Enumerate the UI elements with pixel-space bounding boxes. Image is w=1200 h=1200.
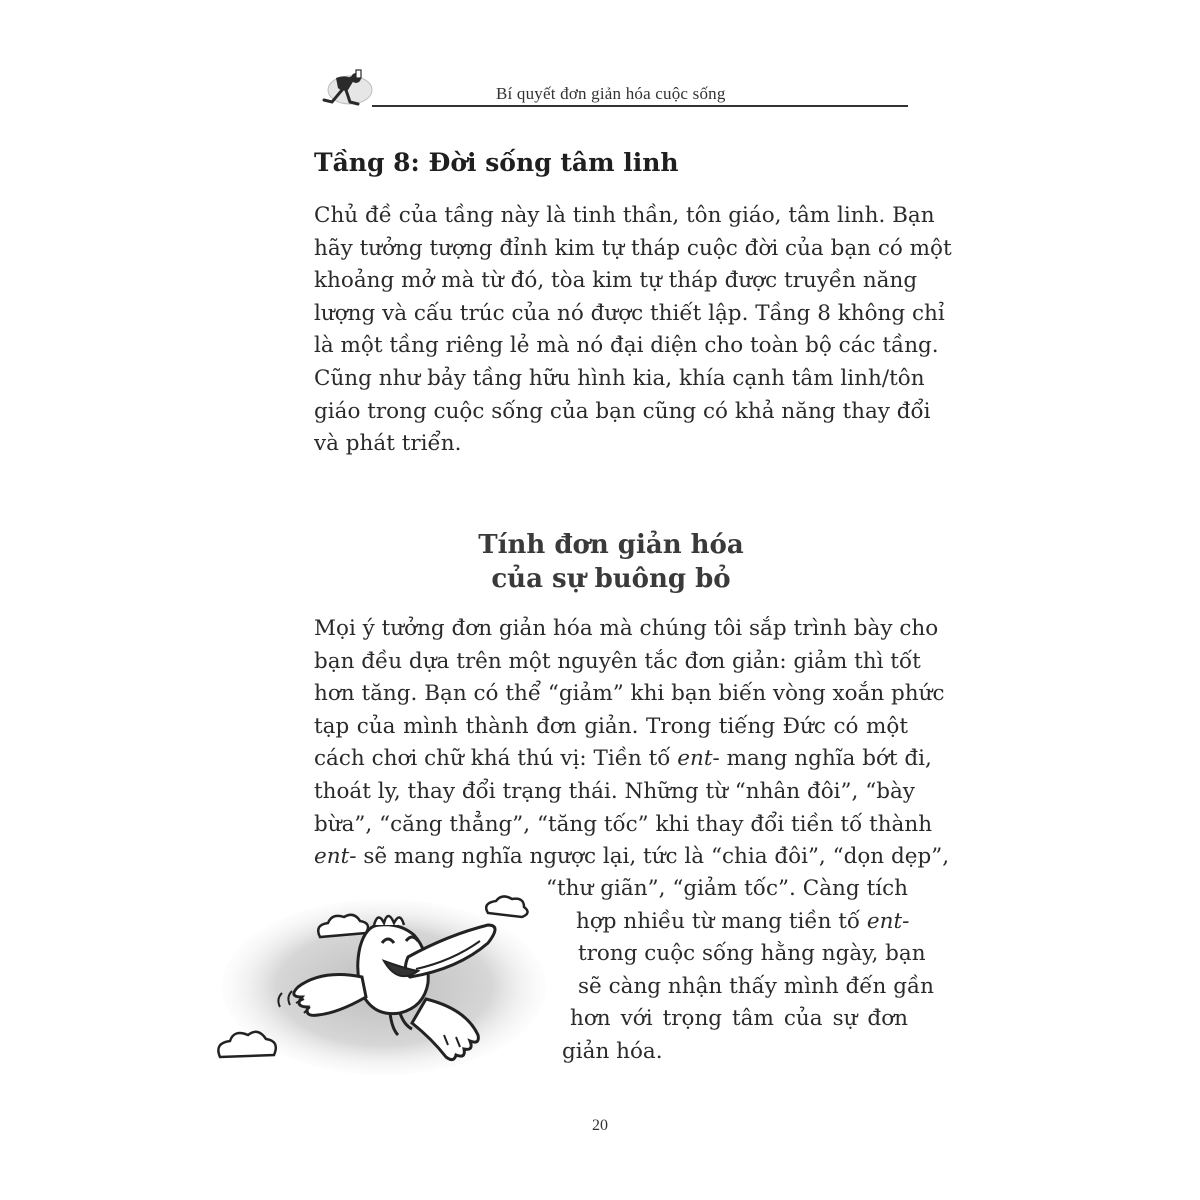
paragraph-line: khoảng mở mà từ đó, tòa kim tự tháp được truyền năng [314,268,918,294]
paragraph-line: trong cuộc sống hằng ngày, bạn [578,941,926,967]
subsection-paragraph [314,613,950,874]
paragraph-line: Cũng như bảy tầng hữu hình kia, khía cạnh tâm linh/tôn [314,365,925,391]
subsection-heading-line: của sự buông bỏ [491,564,731,594]
paragraph-text: mang nghĩa bớt đi, [719,746,932,772]
paragraph-line: giáo trong cuộc sống của bạn cũng có khả năng thay đổi [314,398,931,424]
wrapped-paragraph [546,873,934,1069]
paragraph-line: tạp của mình thành đơn giản. Trong tiếng Đức có một [314,713,908,739]
paragraph-text: cách chơi chữ khá thú vị: Tiền tố [314,746,678,772]
subsection-heading-line: Tính đơn giản hóa [478,530,744,560]
subsection-heading [314,528,908,596]
paragraph-line: giản hóa. [562,1038,663,1064]
paragraph-line: hãy tưởng tượng đỉnh kim tự tháp cuộc đời của bạn có một [314,235,952,261]
paragraph-line: “thư giãn”, “giảm tốc”. Càng tích [546,876,908,901]
paragraph-text: sẽ mang nghĩa ngược lại, tức là “chia đôi”, “dọn dẹp”, [356,844,950,870]
running-header-title: Bí quyết đơn giản hóa cuộc sống [496,84,726,103]
running-figure-logo-icon [316,66,376,112]
paragraph-line: và phát triển. [314,431,462,457]
german-prefix: ent- [314,844,357,870]
paragraph-line: bừa”, “căng thẳng”, “tăng tốc” khi thay đổi tiền tố thành [314,811,933,837]
paragraph-line-with-prefix [314,841,950,874]
paragraph-line: Chủ đề của tầng này là tinh thần, tôn giáo, tâm linh. Bạn [314,203,935,228]
german-prefix: ent- [866,908,910,934]
paragraph-line: bạn đều dựa trên một nguyên tắc đơn giản: giảm thì tốt [314,648,921,674]
paragraph-text: hợp nhiều từ mang tiền tố [576,908,867,934]
section-paragraph [314,200,952,461]
paragraph-line: hơn tăng. Bạn có thể “giảm” khi bạn biến vòng xoắn phức [314,681,945,707]
page-number: 20 [592,1117,608,1134]
paragraph-line: là một tầng riêng lẻ mà nó đại diện cho toàn bộ các tầng. [314,333,939,359]
paragraph-line: sẽ càng nhận thấy mình đến gần [578,973,934,999]
paragraph-line: thoát ly, thay đổi trạng thái. Những từ “nhân đôi”, “bày [314,778,915,804]
paragraph-line-with-prefix [314,743,932,776]
flying-bird-illustration [212,895,552,1090]
header-divider [372,105,908,107]
german-prefix: ent- [677,746,720,772]
paragraph-line: hơn với trọng tâm của sự đơn [570,1006,908,1032]
section-heading: Tầng 8: Đời sống tâm linh [314,148,679,177]
paragraph-line-with-prefix [546,906,908,939]
paragraph-line: Mọi ý tưởng đơn giản hóa mà chúng tôi sắp trình bày cho [314,616,939,641]
paragraph-line: lượng và cấu trúc của nó được thiết lập. Tầng 8 không chỉ [314,300,945,326]
